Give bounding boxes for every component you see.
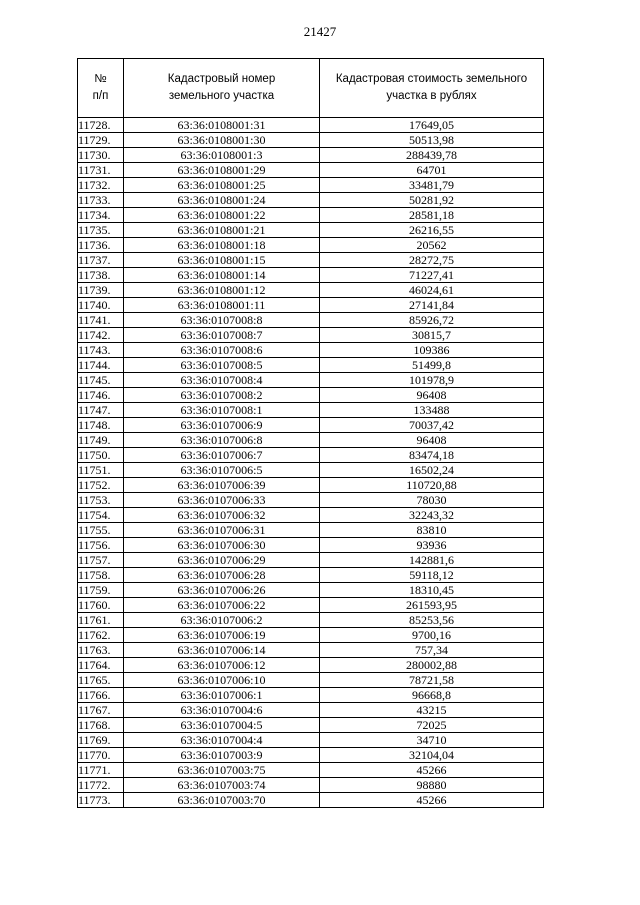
- cadastral-cost: 43215: [320, 703, 544, 718]
- cadastral-value-table: [77, 58, 544, 808]
- row-number: 11773.: [78, 793, 124, 808]
- row-number: 11758.: [78, 568, 124, 583]
- row-number: 11748.: [78, 418, 124, 433]
- row-number: 11738.: [78, 268, 124, 283]
- table-row: [78, 673, 544, 688]
- cadastral-number: 63:36:0107008:5: [124, 358, 320, 373]
- table-row: [78, 628, 544, 643]
- cadastral-number: 63:36:0107003:75: [124, 763, 320, 778]
- row-number: 11756.: [78, 538, 124, 553]
- row-number: 11755.: [78, 523, 124, 538]
- table-row: [78, 523, 544, 538]
- row-number: 11731.: [78, 163, 124, 178]
- row-number: 11762.: [78, 628, 124, 643]
- cadastral-cost: 280002,88: [320, 658, 544, 673]
- cadastral-cost: 27141,84: [320, 298, 544, 313]
- cadastral-number: 63:36:0107006:22: [124, 598, 320, 613]
- header-row-number: № п/п: [78, 59, 124, 118]
- cadastral-number: 63:36:0107003:9: [124, 748, 320, 763]
- cadastral-number: 63:36:0108001:30: [124, 133, 320, 148]
- table-body: [78, 118, 544, 808]
- cadastral-cost: 50281,92: [320, 193, 544, 208]
- table-row: [78, 118, 544, 133]
- cadastral-number: 63:36:0107008:8: [124, 313, 320, 328]
- table-row: [78, 373, 544, 388]
- table-row: [78, 283, 544, 298]
- cadastral-number: 63:36:0107006:10: [124, 673, 320, 688]
- cadastral-cost: 142881,6: [320, 553, 544, 568]
- cadastral-number: 63:36:0108001:21: [124, 223, 320, 238]
- row-number: 11768.: [78, 718, 124, 733]
- cadastral-cost: 85253,56: [320, 613, 544, 628]
- table-row: [78, 658, 544, 673]
- row-number: 11749.: [78, 433, 124, 448]
- header-cadastral-number: Кадастровый номер земельного участка: [124, 59, 320, 118]
- cadastral-cost: 93936: [320, 538, 544, 553]
- cadastral-cost: 51499,8: [320, 358, 544, 373]
- row-number: 11754.: [78, 508, 124, 523]
- table-row: [78, 178, 544, 193]
- row-number: 11759.: [78, 583, 124, 598]
- cadastral-number: 63:36:0108001:14: [124, 268, 320, 283]
- page-number: 21427: [303, 24, 337, 39]
- row-number: 11752.: [78, 478, 124, 493]
- cadastral-number: 63:36:0107006:12: [124, 658, 320, 673]
- table-row: [78, 328, 544, 343]
- table-row: [78, 718, 544, 733]
- cadastral-cost: 288439,78: [320, 148, 544, 163]
- row-number: 11763.: [78, 643, 124, 658]
- table-row: [78, 208, 544, 223]
- table-row: [78, 688, 544, 703]
- table-row: [78, 268, 544, 283]
- cadastral-cost: 34710: [320, 733, 544, 748]
- cadastral-number: 63:36:0107008:6: [124, 343, 320, 358]
- row-number: 11760.: [78, 598, 124, 613]
- table-row: [78, 613, 544, 628]
- cadastral-cost: 133488: [320, 403, 544, 418]
- row-number: 11728.: [78, 118, 124, 133]
- cadastral-number: 63:36:0107004:4: [124, 733, 320, 748]
- cadastral-cost: 101978,9: [320, 373, 544, 388]
- cadastral-number: 63:36:0107004:6: [124, 703, 320, 718]
- row-number: 11745.: [78, 373, 124, 388]
- table-row: [78, 748, 544, 763]
- row-number: 11736.: [78, 238, 124, 253]
- cadastral-cost: 46024,61: [320, 283, 544, 298]
- row-number: 11737.: [78, 253, 124, 268]
- table-row: [78, 553, 544, 568]
- cadastral-number: 63:36:0107003:74: [124, 778, 320, 793]
- cadastral-cost: 32104,04: [320, 748, 544, 763]
- cadastral-number: 63:36:0108001:18: [124, 238, 320, 253]
- row-number: 11767.: [78, 703, 124, 718]
- table-row: [78, 478, 544, 493]
- cadastral-number: 63:36:0107006:33: [124, 493, 320, 508]
- cadastral-cost: 17649,05: [320, 118, 544, 133]
- table-row: [78, 253, 544, 268]
- row-number: 11740.: [78, 298, 124, 313]
- cadastral-cost: 16502,24: [320, 463, 544, 478]
- row-number: 11769.: [78, 733, 124, 748]
- table-row: [78, 493, 544, 508]
- cadastral-number: 63:36:0107006:39: [124, 478, 320, 493]
- table-row: [78, 643, 544, 658]
- row-number: 11764.: [78, 658, 124, 673]
- cadastral-number: 63:36:0107006:2: [124, 613, 320, 628]
- row-number: 11744.: [78, 358, 124, 373]
- cadastral-number: 63:36:0108001:3: [124, 148, 320, 163]
- cadastral-number: 63:36:0107006:14: [124, 643, 320, 658]
- table-row: [78, 358, 544, 373]
- row-number: 11765.: [78, 673, 124, 688]
- table-row: [78, 223, 544, 238]
- table-row: [78, 403, 544, 418]
- cadastral-number: 63:36:0108001:12: [124, 283, 320, 298]
- cadastral-cost: 9700,16: [320, 628, 544, 643]
- row-number: 11729.: [78, 133, 124, 148]
- row-number: 11757.: [78, 553, 124, 568]
- row-number: 11730.: [78, 148, 124, 163]
- row-number: 11750.: [78, 448, 124, 463]
- cadastral-cost: 28272,75: [320, 253, 544, 268]
- cadastral-number: 63:36:0107006:32: [124, 508, 320, 523]
- cadastral-number: 63:36:0107006:29: [124, 553, 320, 568]
- cadastral-cost: 83810: [320, 523, 544, 538]
- cadastral-number: 63:36:0108001:11: [124, 298, 320, 313]
- table-row: [78, 193, 544, 208]
- cadastral-cost: 33481,79: [320, 178, 544, 193]
- cadastral-cost: 757,34: [320, 643, 544, 658]
- cadastral-cost: 50513,98: [320, 133, 544, 148]
- row-number: 11753.: [78, 493, 124, 508]
- cadastral-number: 63:36:0107008:1: [124, 403, 320, 418]
- table-row: [78, 568, 544, 583]
- cadastral-number: 63:36:0107006:30: [124, 538, 320, 553]
- cadastral-number: 63:36:0107008:7: [124, 328, 320, 343]
- table-row: [78, 793, 544, 808]
- table-row: [78, 238, 544, 253]
- table-row: [78, 343, 544, 358]
- cadastral-number: 63:36:0107003:70: [124, 793, 320, 808]
- row-number: 11746.: [78, 388, 124, 403]
- row-number: 11770.: [78, 748, 124, 763]
- cadastral-number: 63:36:0107006:28: [124, 568, 320, 583]
- cadastral-cost: 26216,55: [320, 223, 544, 238]
- table-row: [78, 463, 544, 478]
- table-row: [78, 418, 544, 433]
- cadastral-number: 63:36:0107004:5: [124, 718, 320, 733]
- cadastral-number: 63:36:0107006:9: [124, 418, 320, 433]
- cadastral-cost: 64701: [320, 163, 544, 178]
- row-number: 11735.: [78, 223, 124, 238]
- cadastral-cost: 71227,41: [320, 268, 544, 283]
- header-cadastral-cost: Кадастровая стоимость земельного участка в рублях: [320, 59, 544, 118]
- table-row: [78, 448, 544, 463]
- row-number: 11741.: [78, 313, 124, 328]
- cadastral-cost: 70037,42: [320, 418, 544, 433]
- table-row: [78, 583, 544, 598]
- cadastral-cost: 32243,32: [320, 508, 544, 523]
- cadastral-number: 63:36:0107006:31: [124, 523, 320, 538]
- table-row: [78, 433, 544, 448]
- cadastral-number: 63:36:0108001:24: [124, 193, 320, 208]
- cadastral-cost: 85926,72: [320, 313, 544, 328]
- cadastral-number: 63:36:0107008:2: [124, 388, 320, 403]
- row-number: 11739.: [78, 283, 124, 298]
- table-row: [78, 703, 544, 718]
- table-row: [78, 133, 544, 148]
- cadastral-cost: 96408: [320, 388, 544, 403]
- cadastral-number: 63:36:0107006:19: [124, 628, 320, 643]
- table-row: [78, 148, 544, 163]
- cadastral-cost: 72025: [320, 718, 544, 733]
- row-number: 11733.: [78, 193, 124, 208]
- cadastral-cost: 96668,8: [320, 688, 544, 703]
- cadastral-cost: 45266: [320, 793, 544, 808]
- cadastral-cost: 59118,12: [320, 568, 544, 583]
- row-number: 11772.: [78, 778, 124, 793]
- row-number: 11732.: [78, 178, 124, 193]
- cadastral-cost: 78030: [320, 493, 544, 508]
- cadastral-number: 63:36:0107008:4: [124, 373, 320, 388]
- table-row: [78, 388, 544, 403]
- table-row: [78, 313, 544, 328]
- cadastral-cost: 83474,18: [320, 448, 544, 463]
- cadastral-cost: 261593,95: [320, 598, 544, 613]
- cadastral-number: 63:36:0108001:31: [124, 118, 320, 133]
- row-number: 11747.: [78, 403, 124, 418]
- cadastral-cost: 18310,45: [320, 583, 544, 598]
- row-number: 11734.: [78, 208, 124, 223]
- table-row: [78, 538, 544, 553]
- cadastral-cost: 20562: [320, 238, 544, 253]
- row-number: 11751.: [78, 463, 124, 478]
- cadastral-number: 63:36:0108001:22: [124, 208, 320, 223]
- cadastral-number: 63:36:0107006:1: [124, 688, 320, 703]
- cadastral-cost: 98880: [320, 778, 544, 793]
- row-number: 11766.: [78, 688, 124, 703]
- table-row: [78, 763, 544, 778]
- row-number: 11743.: [78, 343, 124, 358]
- cadastral-number: 63:36:0108001:15: [124, 253, 320, 268]
- cadastral-number: 63:36:0108001:25: [124, 178, 320, 193]
- cadastral-cost: 30815,7: [320, 328, 544, 343]
- table-row: [78, 733, 544, 748]
- cadastral-number: 63:36:0107006:7: [124, 448, 320, 463]
- cadastral-cost: 110720,88: [320, 478, 544, 493]
- cadastral-number: 63:36:0107006:26: [124, 583, 320, 598]
- table-row: [78, 778, 544, 793]
- cadastral-cost: 78721,58: [320, 673, 544, 688]
- cadastral-cost: 28581,18: [320, 208, 544, 223]
- cadastral-cost: 45266: [320, 763, 544, 778]
- table-row: [78, 508, 544, 523]
- cadastral-number: 63:36:0108001:29: [124, 163, 320, 178]
- table-row: [78, 163, 544, 178]
- row-number: 11742.: [78, 328, 124, 343]
- cadastral-cost: 109386: [320, 343, 544, 358]
- table-header-row: [78, 59, 544, 118]
- row-number: 11771.: [78, 763, 124, 778]
- row-number: 11761.: [78, 613, 124, 628]
- table-row: [78, 598, 544, 613]
- cadastral-number: 63:36:0107006:5: [124, 463, 320, 478]
- cadastral-cost: 96408: [320, 433, 544, 448]
- cadastral-number: 63:36:0107006:8: [124, 433, 320, 448]
- table-row: [78, 298, 544, 313]
